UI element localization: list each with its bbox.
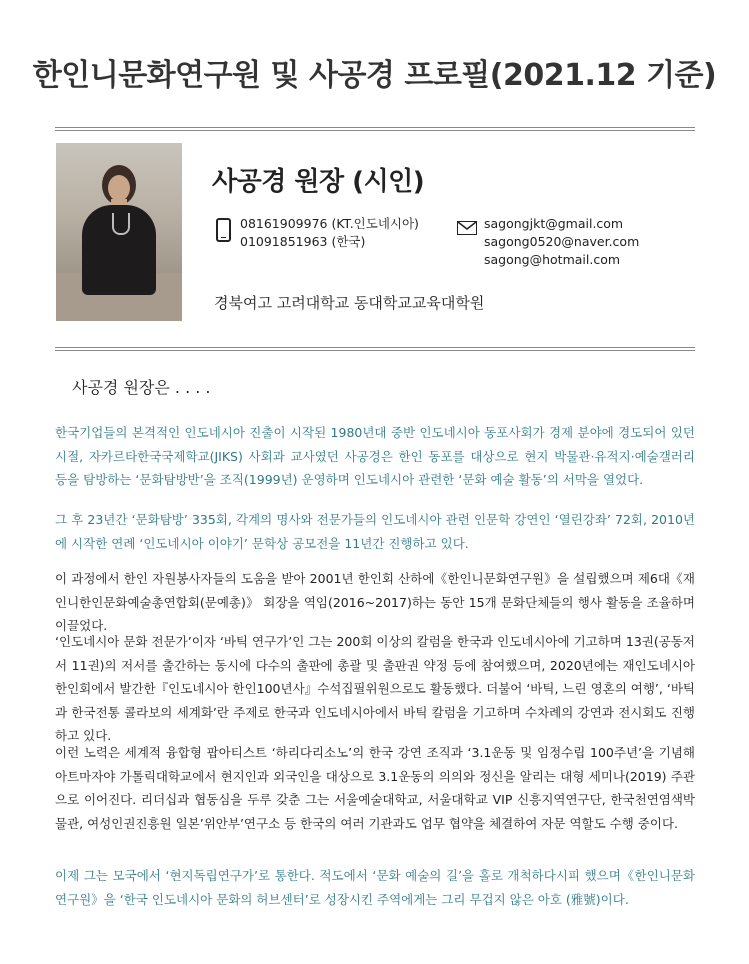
phone-number: 08161909976 (KT.인도네시아): [240, 216, 419, 231]
paragraph-intro: 한국기업들의 본격적인 인도네시아 진출이 시작된 1980년대 중반 인도네시아 동포사회가 경제 분야에 경도되어 있던 시절, 자카르타한국국제학교(JIKS) 사회과 교사였던 사공경은 한인 동포를 대상으로 현지 박물관·유적지·예술갤러리 등을 탐방하는 ‘문화탐방반’을 조직(1999년) 운영하며 인도네시아 관련한 ‘문화 예술 활동’의 서막을 열었다.: [55, 425, 695, 487]
paragraph-batik: ‘인도네시아 문화 전문가’이자 ‘바틱 연구가’인 그는 200회 이상의 칼럼을 한국과 인도네시아에 기고하며 13권(공동저서 11권)의 저서를 출간하는 동시에 다수의 출판에 총괄 및 출판권 약정 등에 참여했으며, 2020년에는 재인도네시아한인회에서 발간한『인도네시아 한인100년사』수석집필위원으로도 활동했다. 더불어 ‘바틱, 느린 영혼의 여행’, ‘바틱과 한국전통 콜라보의 세계화’란 주제로 한국과 인도네시아에서 바틱 칼럼을 기고하며 수차례의 강연과 전시회도 진행하고 있다.: [55, 634, 695, 743]
paragraph-activities: 그 후 23년간 ‘문화탐방’ 335회, 각계의 명사와 전문가들의 인도네시아 관련 인문학 강연인 ‘열린강좌’ 72회, 2010년에 시작한 연례 ‘인도네시아 이야기’ 문학상 공모전을 11년간 진행하고 있다.: [55, 512, 695, 551]
email-address[interactable]: sagong0520@naver.com: [484, 234, 640, 249]
profile-name: 사공경 원장 (시인): [212, 167, 425, 197]
paragraph-institute: 이 과정에서 한인 자원봉사자들의 도움을 받아 2001년 한인회 산하에《한인니문화연구원》을 설립했으며 제6대《재인니한인문화예술총연합회(문예총)》 회장을 역임(2016~2017)하는 동안 15개 문화단체들의 행사 활동을 조율하며 이끌었다.: [55, 571, 695, 633]
page-title: 한인니문화연구원 및 사공경 프로필(2021.12 기준): [32, 58, 717, 93]
phone-list: [240, 215, 419, 251]
paragraph-closing: 이제 그는 모국에서 ‘현지독립연구가’로 통한다. 적도에서 ‘문화 예술의 길’을 홀로 개척하다시피 했으며《한인니문화연구원》을 ‘한국 인도네시아 문화의 허브센터’로 성장시킨 주역에게는 그리 무겁지 않은 아호 (雅號)이다.: [55, 868, 695, 907]
education: 경북여고 고려대학교 동대학교교육대학원: [214, 294, 485, 312]
mail-icon: [457, 221, 477, 235]
phone-number: 01091851963 (한국): [240, 234, 366, 249]
email-list: [484, 215, 639, 269]
top-divider: [55, 127, 695, 128]
profile-photo: [56, 143, 182, 321]
email-address[interactable]: sagong@hotmail.com: [484, 252, 621, 267]
section-title: 사공경 원장은 . . . .: [72, 378, 211, 397]
email-address[interactable]: sagongjkt@gmail.com: [484, 216, 624, 231]
paragraph-efforts: 이런 노력은 세계적 융합형 팝아티스트 ‘하리다리소노’의 한국 강연 조직과 ‘3.1운동 및 임정수립 100주년’을 기념해 아트마자야 가톨릭대학교에서 현지인과 외국인을 대상으로 3.1운동의 의의와 정신을 알리는 대형 세미나(2019) 주관으로 이어진다. 리더십과 협동심을 두루 갖춘 그는 서울예술대학교, 서울대학교 VIP 신흥지역연구단, 한국천연염색박물관, 여성인권진흥원 일본’위안부’연구소 등 한국의 여러 기관과도 업무 협약을 체결하여 자문 역할도 수행 중이다.: [55, 745, 695, 831]
middle-divider: [55, 347, 695, 348]
phone-icon: [216, 218, 231, 242]
